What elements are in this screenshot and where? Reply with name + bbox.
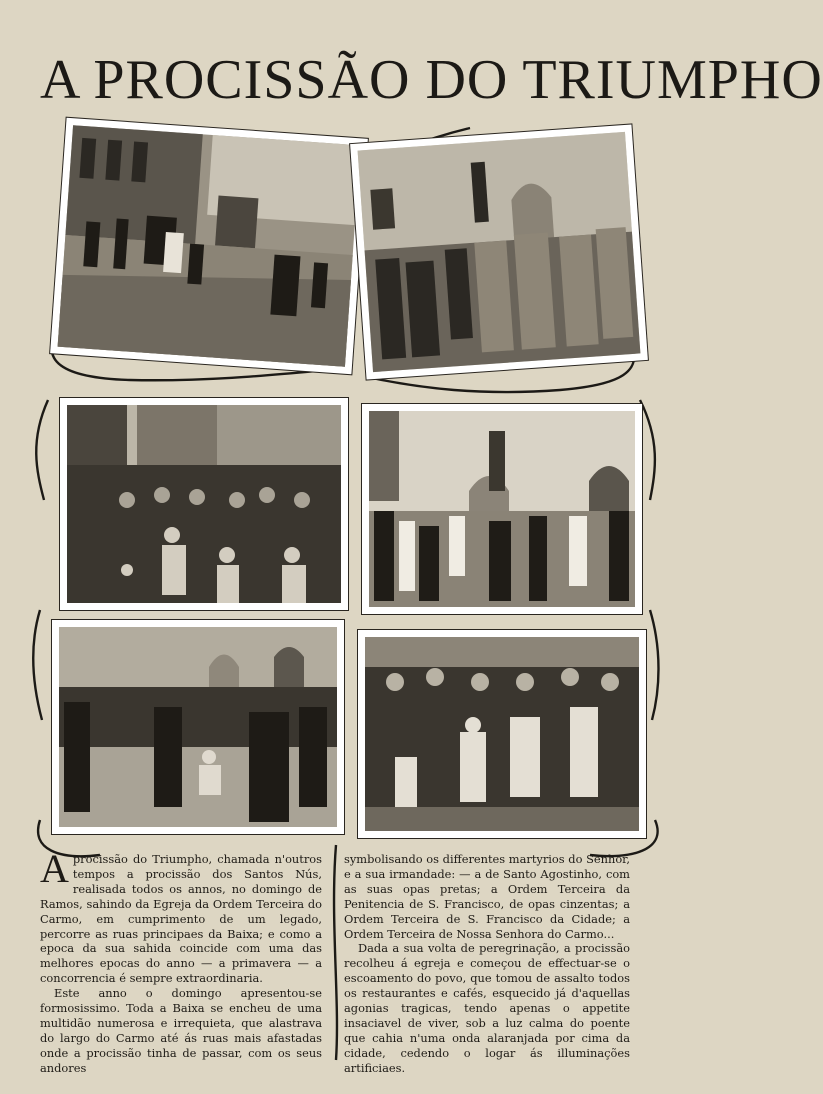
photo-clergy-and-child	[52, 620, 344, 834]
photo-spectators-crowd	[358, 630, 646, 838]
photo-procession-brothers	[350, 124, 648, 379]
photo-procession-cavalry	[50, 118, 368, 374]
photo-procession-church-front	[362, 404, 642, 614]
page-title: A PROCISSÃO DO TRIUMPHO	[40, 49, 823, 111]
article-paragraph: symbolisando os differentes martyrios do Senhor, e a sua irmandade: — a de Santo Agostinho, com as suas opas pretas; a Ordem Terceira da Penitencia de S. Francisco, de opas cinzentas; a Ordem Terceira de S. Francisco da Cidade; a Ordem Terceira de Nossa Senhora do Carmo...	[344, 852, 630, 941]
article-paragraph: Este anno o domingo apresentou-se formosissimo. Toda a Baixa se encheu de uma multidão numerosa e irrequieta, que alastrava do largo do Carmo até ás ruas mais afastadas onde a procissão tinha de passar, com os seus andores	[40, 986, 322, 1075]
article-paragraph: A procissão do Triumpho, chamada n'outros tempos a procissão dos Santos Nús, realisada todos os annos, no domingo de Ramos, sahindo da Egreja da Ordem Terceira do Carmo, em cumprimento de um legado, percorre as ruas principaes da Baixa; e como a epoca da sua sahida coincide com uma das melhores epocas do anno — a primavera — a concorrencia é sempre extraordinaria.	[40, 846, 322, 986]
article-right-column	[344, 852, 630, 1076]
drop-cap: A	[40, 846, 69, 891]
article-paragraph: Dada a sua volta de peregrinação, a procissão recolheu á egreja e começou de effectuar-se o escoamento do povo, que tomou de assalto todos os restaurantes e cafés, esquecido já d'aquellas agonias tragicas, tendo apenas o appetite insaciavel de viver, sob a luz calma do poente que cahia n'uma onda alaranjada por cima da cidade, cedendo o logar ás illuminações artificiaes.	[344, 941, 630, 1075]
photo-crowd-women-children	[60, 398, 348, 610]
article-left-column	[40, 846, 322, 1076]
